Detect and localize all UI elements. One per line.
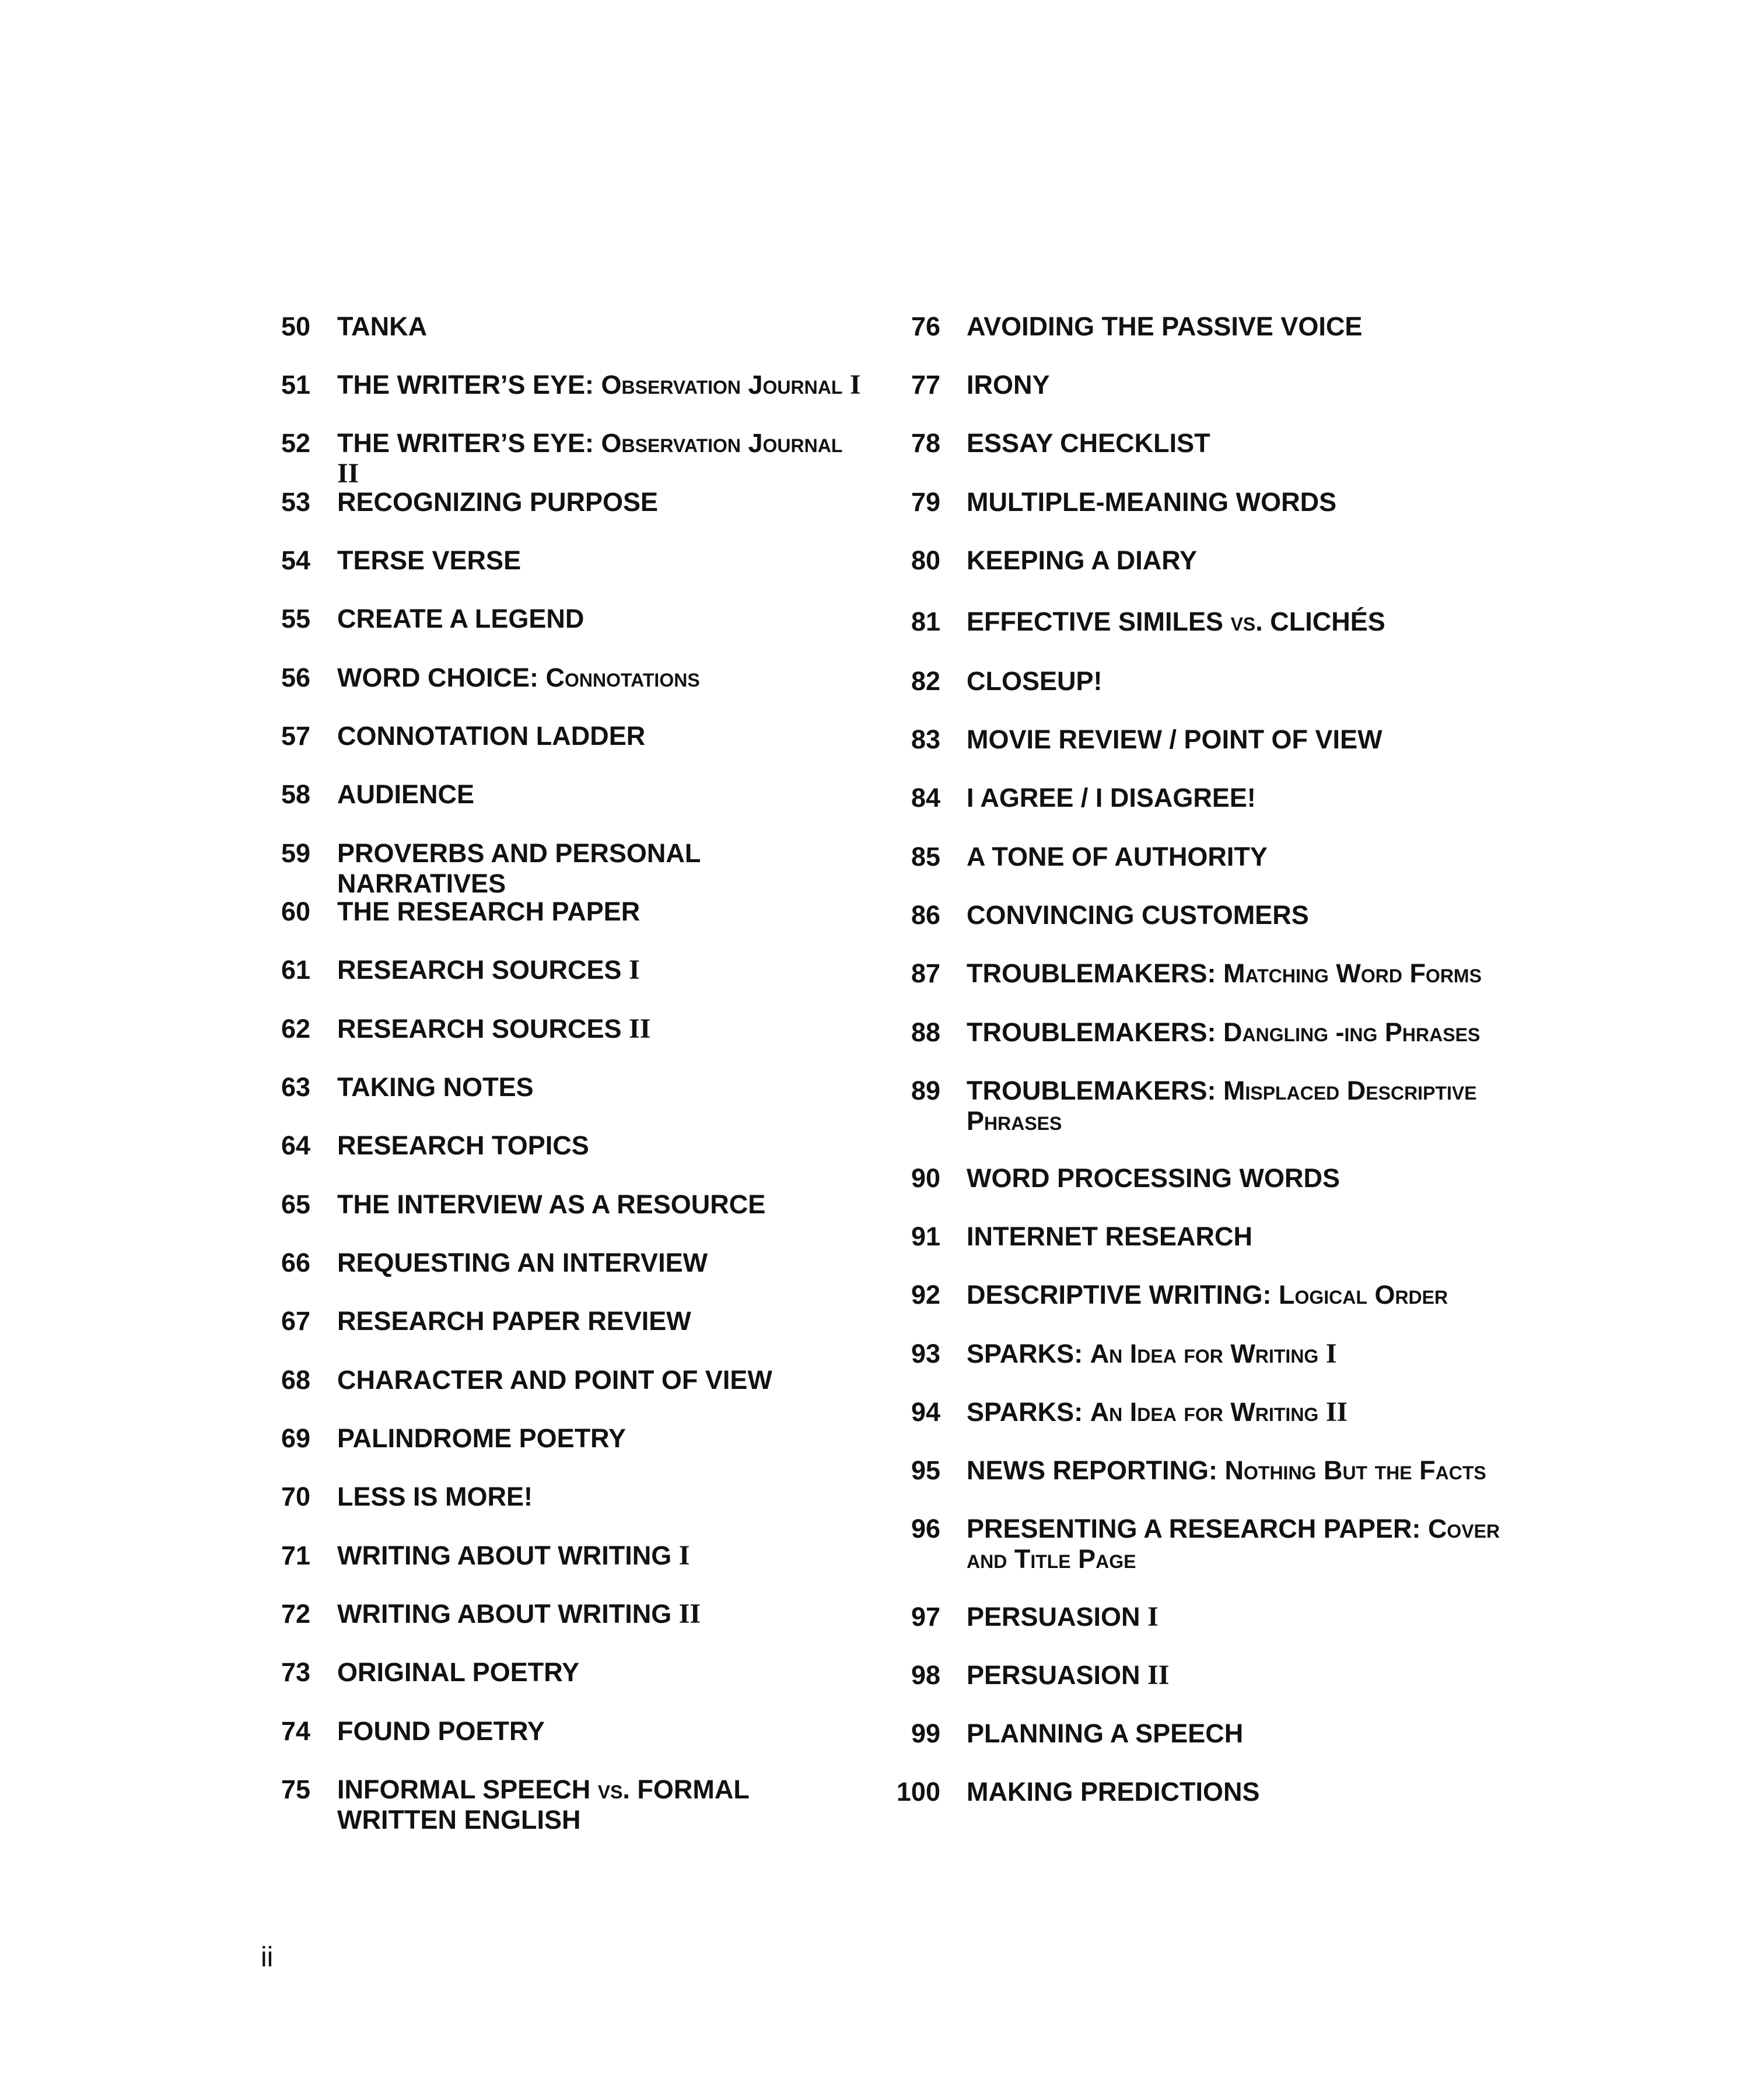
toc-entry-title-main: THE INTERVIEW AS A RESOURCE (337, 1189, 766, 1219)
toc-entry-title-main: RECOGNIZING PURPOSE (337, 487, 659, 517)
toc-entry-title-subtitle: Nothing But the Facts (1224, 1455, 1486, 1485)
toc-entry-title-main: PERSUASION (967, 1602, 1148, 1632)
toc-entry-title-subtitle: Misplaced Descriptive Phrases (967, 1076, 1477, 1136)
toc-entry (274, 370, 863, 400)
toc-entry-title (337, 955, 862, 985)
toc-entry (887, 1660, 1505, 1690)
toc-entry-number: 76 (911, 312, 940, 341)
toc-entry (274, 487, 863, 517)
toc-entry-number: 78 (911, 428, 940, 458)
toc-entry-title-main: WORD CHOICE: (337, 663, 546, 692)
toc-entry-number: 86 (911, 900, 940, 930)
toc-entry-title (967, 607, 1505, 637)
toc-entry (887, 370, 1505, 400)
toc-entry-number: 83 (911, 724, 940, 754)
toc-entry-title (337, 1365, 862, 1395)
toc-entry-title-main: TANKA (337, 312, 428, 341)
toc-entry (887, 487, 1505, 517)
toc-entry-title (967, 312, 1505, 342)
toc-entry-title-subtitle: An Idea for Writing (1090, 1397, 1326, 1427)
toc-entry-title-main: FOUND POETRY (337, 1716, 545, 1746)
toc-entry (887, 428, 1505, 459)
toc-entry-title (337, 1774, 862, 1835)
toc-entry-title-main: THE WRITER’S EYE: (337, 428, 601, 458)
toc-entry-title-subtitle: Dangling -ing Phrases (1223, 1017, 1480, 1047)
toc-entry-title (337, 721, 862, 751)
toc-entry (274, 1541, 863, 1571)
toc-entry-title-main: SPARKS: (967, 1397, 1090, 1427)
toc-entry-title (337, 1657, 862, 1688)
toc-entry-number: 55 (281, 604, 310, 634)
toc-entry (274, 1248, 863, 1278)
toc-entry-title-main: RESEARCH PAPER REVIEW (337, 1306, 691, 1336)
toc-entry (274, 1423, 863, 1454)
toc-entry-title (967, 842, 1505, 872)
toc-entry-title-numeral: I (1147, 1601, 1158, 1632)
toc-entry-number: 94 (911, 1397, 940, 1427)
toc-entry-number: 70 (281, 1482, 310, 1511)
toc-entry-title (337, 370, 862, 400)
toc-entry (274, 604, 863, 634)
toc-entry-title-main: A TONE OF AUTHORITY (967, 842, 1268, 872)
toc-entry (887, 1777, 1505, 1807)
toc-entry (274, 428, 863, 489)
toc-entry-number: 96 (911, 1514, 940, 1544)
toc-entry-title-main: TROUBLEMAKERS: (967, 958, 1223, 988)
toc-entry-title-main: PALINDROME POETRY (337, 1423, 626, 1453)
toc-entry-number: 98 (911, 1660, 940, 1690)
toc-entry (274, 721, 863, 751)
toc-entry (274, 1130, 863, 1161)
toc-entry-title-subtitle: vs. (597, 1774, 630, 1804)
toc-entry-title-main: NEWS REPORTING: (967, 1455, 1225, 1485)
toc-entry-title (337, 428, 862, 489)
toc-entry-title (967, 428, 1505, 459)
toc-entry-number: 79 (911, 487, 940, 517)
toc-entry-title (337, 1716, 862, 1746)
toc-entry-title (967, 1777, 1505, 1807)
toc-entry (887, 1222, 1505, 1252)
toc-entry (887, 958, 1505, 989)
toc-entry-number: 87 (911, 958, 940, 988)
toc-entry (887, 1017, 1505, 1048)
toc-entry (887, 783, 1505, 813)
toc-entry-number: 56 (281, 663, 310, 692)
toc-entry (274, 1599, 863, 1629)
toc-entry-title-main: LESS IS MORE! (337, 1482, 533, 1511)
toc-entry (887, 900, 1505, 930)
toc-entry-title (337, 838, 862, 899)
toc-entry-title (337, 779, 862, 810)
toc-entry-title-main: CLOSEUP! (967, 666, 1102, 696)
toc-entry-number: 66 (281, 1248, 310, 1278)
toc-entry-title (337, 1423, 862, 1454)
toc-entry-title-subtitle: Observation Journal (601, 428, 843, 458)
toc-entry-title (967, 666, 1505, 696)
toc-entry (887, 312, 1505, 342)
toc-entry (274, 779, 863, 810)
toc-entry-title (967, 487, 1505, 517)
toc-entry-number: 92 (911, 1280, 940, 1310)
toc-entry (887, 1076, 1505, 1136)
toc-entry-title-main: WRITING ABOUT WRITING (337, 1541, 679, 1570)
toc-entry-title-subtitle: Cover and Title Page (967, 1514, 1500, 1574)
toc-entry-title-main: IRONY (967, 370, 1050, 400)
toc-entry-title (967, 724, 1505, 755)
toc-entry (274, 1482, 863, 1512)
toc-entry-title-main: MAKING PREDICTIONS (967, 1777, 1260, 1807)
toc-entry-title-main: PROVERBS AND PERSONAL NARRATIVES (337, 838, 701, 898)
toc-entry (274, 1189, 863, 1220)
toc-entry-title-numeral: II (1147, 1660, 1170, 1690)
toc-entry-title (967, 545, 1505, 576)
toc-entry-number: 63 (281, 1072, 310, 1102)
toc-entry-title (337, 1306, 862, 1336)
toc-entry (887, 1163, 1505, 1194)
toc-entry-title-main: TERSE VERSE (337, 545, 522, 575)
toc-entry (274, 897, 863, 927)
toc-entry-title (337, 1072, 862, 1102)
toc-entry-title-main: THE WRITER’S EYE: (337, 370, 601, 400)
toc-entry-number: 82 (911, 666, 940, 696)
toc-entry-number: 71 (281, 1541, 310, 1570)
toc-entry-title (967, 1718, 1505, 1749)
toc-entry-title-subtitle: Matching Word Forms (1223, 958, 1482, 988)
toc-entry (274, 663, 863, 693)
toc-entry-title-main: PLANNING A SPEECH (967, 1718, 1244, 1748)
toc-entry-title-numeral: II (337, 458, 359, 489)
toc-entry (274, 955, 863, 985)
toc-entry-title (967, 370, 1505, 400)
toc-entry-title-main: PRESENTING A RESEARCH PAPER: (967, 1514, 1428, 1544)
toc-entry-title (967, 1222, 1505, 1252)
toc-entry-title-main: THE RESEARCH PAPER (337, 897, 640, 926)
toc-entry (887, 1718, 1505, 1749)
toc-entry-title-numeral: II (1325, 1396, 1348, 1427)
toc-entry-number: 81 (911, 607, 940, 636)
toc-entry-number: 95 (911, 1455, 940, 1485)
toc-entry-title-main: CHARACTER AND POINT OF VIEW (337, 1365, 772, 1395)
toc-entry-title (337, 1014, 862, 1044)
toc-entry (274, 1014, 863, 1044)
toc-entry-title (967, 900, 1505, 930)
toc-entry-title-numeral: I (629, 954, 640, 985)
toc-entry-number: 85 (911, 842, 940, 872)
toc-entry (274, 1306, 863, 1336)
toc-entry-title (337, 1248, 862, 1278)
toc-entry-title (337, 1189, 862, 1220)
toc-entry-number: 72 (281, 1599, 310, 1629)
toc-entry-title-main: RESEARCH SOURCES (337, 955, 629, 985)
toc-entry-number: 60 (281, 897, 310, 926)
toc-entry-title-main: WORD PROCESSING WORDS (967, 1163, 1340, 1193)
toc-entry-number: 59 (281, 838, 310, 868)
toc-entry-title (967, 1602, 1505, 1632)
toc-entry (274, 1657, 863, 1688)
toc-entry-title-main: INTERNET RESEARCH (967, 1222, 1253, 1251)
toc-entry-title (337, 897, 862, 927)
toc-entry (887, 607, 1505, 637)
toc-entry-number: 91 (911, 1222, 940, 1251)
toc-entry-number: 62 (281, 1014, 310, 1044)
toc-entry-title-main: AUDIENCE (337, 779, 475, 809)
toc-entry-title (967, 1514, 1505, 1574)
toc-entry-number: 50 (281, 312, 310, 341)
toc-entry-title-main: DESCRIPTIVE WRITING: (967, 1280, 1279, 1310)
toc-entry-number: 65 (281, 1189, 310, 1219)
toc-entry (274, 1716, 863, 1746)
toc-entry-title-main: TROUBLEMAKERS: (967, 1017, 1223, 1047)
toc-entry-title-main: TROUBLEMAKERS: (967, 1076, 1223, 1105)
toc-entry (887, 545, 1505, 576)
toc-entry-number: 73 (281, 1657, 310, 1687)
toc-entry-title (967, 1397, 1505, 1427)
toc-entry-title (967, 1017, 1505, 1048)
toc-entry-number: 68 (281, 1365, 310, 1395)
toc-entry-title (337, 663, 862, 693)
toc-entry-number: 84 (911, 783, 940, 813)
toc-entry-title (337, 545, 862, 576)
toc-entry-title (337, 1541, 862, 1571)
toc-entry-number: 93 (911, 1339, 940, 1368)
toc-entry-title (967, 1660, 1505, 1690)
toc-entry-title-main: KEEPING A DIARY (967, 545, 1198, 575)
toc-entry-number: 88 (911, 1017, 940, 1047)
toc-entry-title-main: SPARKS: (967, 1339, 1090, 1368)
toc-entry (274, 1072, 863, 1102)
toc-entry-number: 69 (281, 1423, 310, 1453)
toc-entry-number: 67 (281, 1306, 310, 1336)
toc-entry-title-main: EFFECTIVE SIMILES (967, 607, 1231, 636)
toc-entry-number: 99 (911, 1718, 940, 1748)
toc-entry-number: 53 (281, 487, 310, 517)
toc-entry-title-subtitle: vs. (1230, 607, 1263, 636)
toc-entry-title-numeral: II (629, 1013, 651, 1044)
toc-entry-number: 80 (911, 545, 940, 575)
toc-entry-title-main: TAKING NOTES (337, 1072, 534, 1102)
toc-entry-number: 58 (281, 779, 310, 809)
toc-entry-number: 74 (281, 1716, 310, 1746)
toc-entry-title-main: AVOIDING THE PASSIVE VOICE (967, 312, 1363, 341)
toc-entry-title-main: I AGREE / I DISAGREE! (967, 783, 1256, 813)
toc-entry (274, 1365, 863, 1395)
toc-entry-title-numeral: I (1325, 1338, 1337, 1369)
toc-entry-title (967, 1339, 1505, 1369)
toc-entry-title-main: REQUESTING AN INTERVIEW (337, 1248, 708, 1278)
toc-entry (274, 1774, 863, 1835)
toc-entry-title (967, 958, 1505, 989)
toc-entry-title (967, 1076, 1505, 1136)
toc-entry-number: 51 (281, 370, 310, 400)
toc-entry-title (967, 1455, 1505, 1486)
toc-entry-title-main: ORIGINAL POETRY (337, 1657, 580, 1687)
toc-entry-title-subtitle: Logical Order (1279, 1280, 1448, 1310)
toc-entry (274, 312, 863, 342)
toc-entry-title (337, 487, 862, 517)
toc-entry (887, 1397, 1505, 1427)
toc-entry-title-main: WRITING ABOUT WRITING (337, 1599, 679, 1629)
toc-entry-title (337, 1482, 862, 1512)
toc-entry-number: 52 (281, 428, 310, 458)
toc-entry-title-numeral: II (678, 1598, 701, 1629)
toc-entry (887, 1455, 1505, 1486)
toc-entry-title (967, 1163, 1505, 1194)
toc-entry-number: 77 (911, 370, 940, 400)
toc-entry-title-main: ESSAY CHECKLIST (967, 428, 1210, 458)
toc-entry-title-main: PERSUASION (967, 1660, 1148, 1690)
toc-entry-number: 54 (281, 545, 310, 575)
toc-entry-number: 75 (281, 1774, 310, 1804)
toc-entry-title-subtitle: Observation Journal (601, 370, 850, 400)
toc-entry-title (337, 1599, 862, 1629)
page-number: ii (261, 1942, 274, 1973)
toc-entry-title-main: CONNOTATION LADDER (337, 721, 646, 751)
toc-entry-number: 89 (911, 1076, 940, 1105)
toc-entry-number: 57 (281, 721, 310, 751)
toc-entry-title-continuation: CLICHÉS (1262, 607, 1385, 636)
toc-entry (887, 1602, 1505, 1632)
toc-entry-title-numeral: I (678, 1540, 690, 1571)
toc-entry (887, 842, 1505, 872)
toc-entry (274, 545, 863, 576)
toc-entry-title-continuation: FORMAL WRITTEN ENGLISH (337, 1774, 750, 1835)
toc-entry-title-subtitle: An Idea for Writing (1090, 1339, 1326, 1368)
toc-entry (887, 724, 1505, 755)
toc-entry-title (337, 604, 862, 634)
toc-entry-title-main: RESEARCH TOPICS (337, 1130, 589, 1160)
toc-entry-number: 100 (896, 1777, 940, 1807)
toc-entry-title-main: MOVIE REVIEW / POINT OF VIEW (967, 724, 1382, 754)
toc-entry-number: 61 (281, 955, 310, 985)
toc-entry (887, 1280, 1505, 1310)
toc-entry-title-main: CREATE A LEGEND (337, 604, 584, 634)
toc-entry-title-subtitle: Connotations (545, 663, 700, 692)
toc-entry-number: 90 (911, 1163, 940, 1193)
toc-entry-title (967, 783, 1505, 813)
toc-entry-title-main: INFORMAL SPEECH (337, 1774, 598, 1804)
toc-entry-number: 97 (911, 1602, 940, 1632)
toc-entry-number: 64 (281, 1130, 310, 1160)
toc-entry (887, 666, 1505, 696)
toc-entry (887, 1339, 1505, 1369)
toc-entry-title (337, 1130, 862, 1161)
toc-entry (274, 838, 863, 899)
toc-entry-title-main: CONVINCING CUSTOMERS (967, 900, 1309, 930)
toc-entry (887, 1514, 1505, 1574)
toc-entry-title (337, 312, 862, 342)
toc-entry-title-main: MULTIPLE-MEANING WORDS (967, 487, 1337, 517)
toc-entry-title-main: RESEARCH SOURCES (337, 1014, 629, 1044)
toc-entry-title-numeral: I (849, 369, 861, 400)
toc-entry-title (967, 1280, 1505, 1310)
